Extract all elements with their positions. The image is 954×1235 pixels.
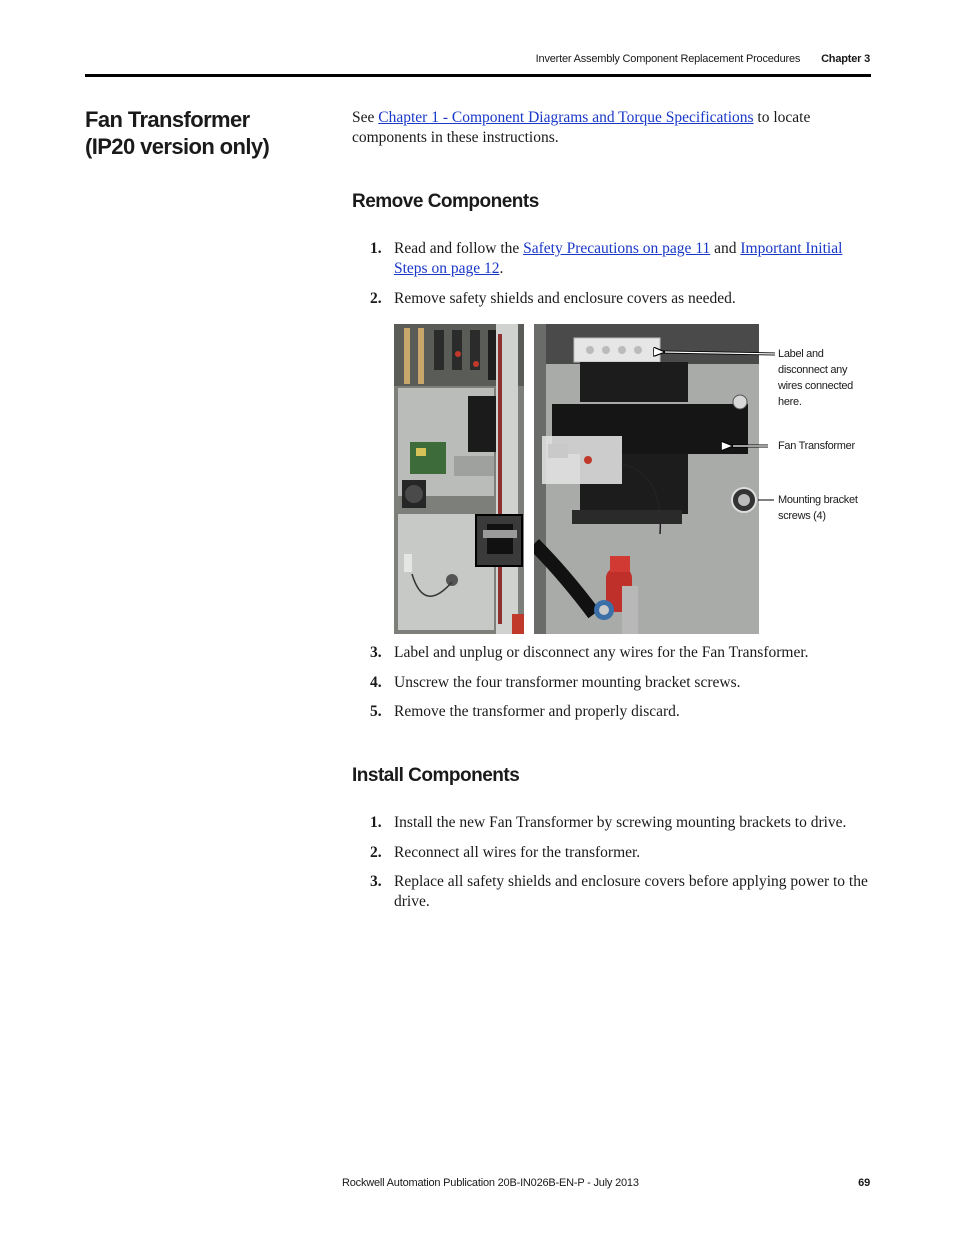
remove-components-heading: Remove Components <box>352 191 539 212</box>
step-number: 2. <box>370 844 382 861</box>
step-number: 2. <box>370 290 382 307</box>
header-section-title: Inverter Assembly Component Replacement Procedures <box>535 53 801 65</box>
intro-suffix: to locate components in these instructions. <box>352 109 811 146</box>
install-step-1 <box>370 813 875 833</box>
footer-publication: Rockwell Automation Publication 20B-IN026B-EN-P - July 2013 <box>342 1177 639 1189</box>
safety-precautions-link[interactable]: Safety Precautions on page 11 <box>523 240 711 257</box>
step-text: Label and unplug or disconnect any wires for the Fan Transformer. <box>394 644 809 661</box>
step-text: Remove safety shields and enclosure covers as needed. <box>394 290 736 307</box>
header-chapter: Chapter 3 <box>821 53 870 65</box>
section-title-line1: Fan Transformer <box>85 107 250 132</box>
chapter1-link[interactable]: Chapter 1 - Component Diagrams and Torque Specifications <box>378 109 754 126</box>
step-number: 5. <box>370 703 382 720</box>
step-text: Remove the transformer and properly discard. <box>394 703 680 720</box>
step-number: 3. <box>370 644 382 661</box>
section-title-line2: (IP20 version only) <box>85 134 270 159</box>
step-text: Install the new Fan Transformer by screwing mounting brackets to drive. <box>394 814 847 831</box>
step-text: Read and follow the Safety Precautions on page 11 and Important Initial Steps on page 12. <box>394 240 843 277</box>
step-number: 1. <box>370 240 382 257</box>
callout-mounting-screws: Mounting bracket screws (4) <box>778 494 858 522</box>
callout-fan-transformer: Fan Transformer <box>778 440 855 452</box>
step-number: 1. <box>370 814 382 831</box>
step-number: 3. <box>370 873 382 890</box>
step-text: Replace all safety shields and enclosure covers before applying power to the drive. <box>394 873 868 910</box>
step-text: Unscrew the four transformer mounting bracket screws. <box>394 674 741 691</box>
remove-step-3 <box>370 643 875 663</box>
remove-step-5 <box>370 702 875 722</box>
footer-page-number: 69 <box>858 1177 870 1189</box>
intro-prefix: See <box>352 109 379 126</box>
install-components-heading: Install Components <box>352 765 520 786</box>
install-step-3 <box>370 872 875 912</box>
important-initial-steps-link[interactable]: Important Initial Steps on page 12 <box>394 240 843 277</box>
callout-label-disconnect: Label and disconnect any wires connected here. <box>778 348 853 408</box>
remove-step-4 <box>370 673 875 693</box>
step-number: 4. <box>370 674 382 691</box>
install-step-2 <box>370 843 875 863</box>
step-text: Reconnect all wires for the transformer. <box>394 844 641 861</box>
